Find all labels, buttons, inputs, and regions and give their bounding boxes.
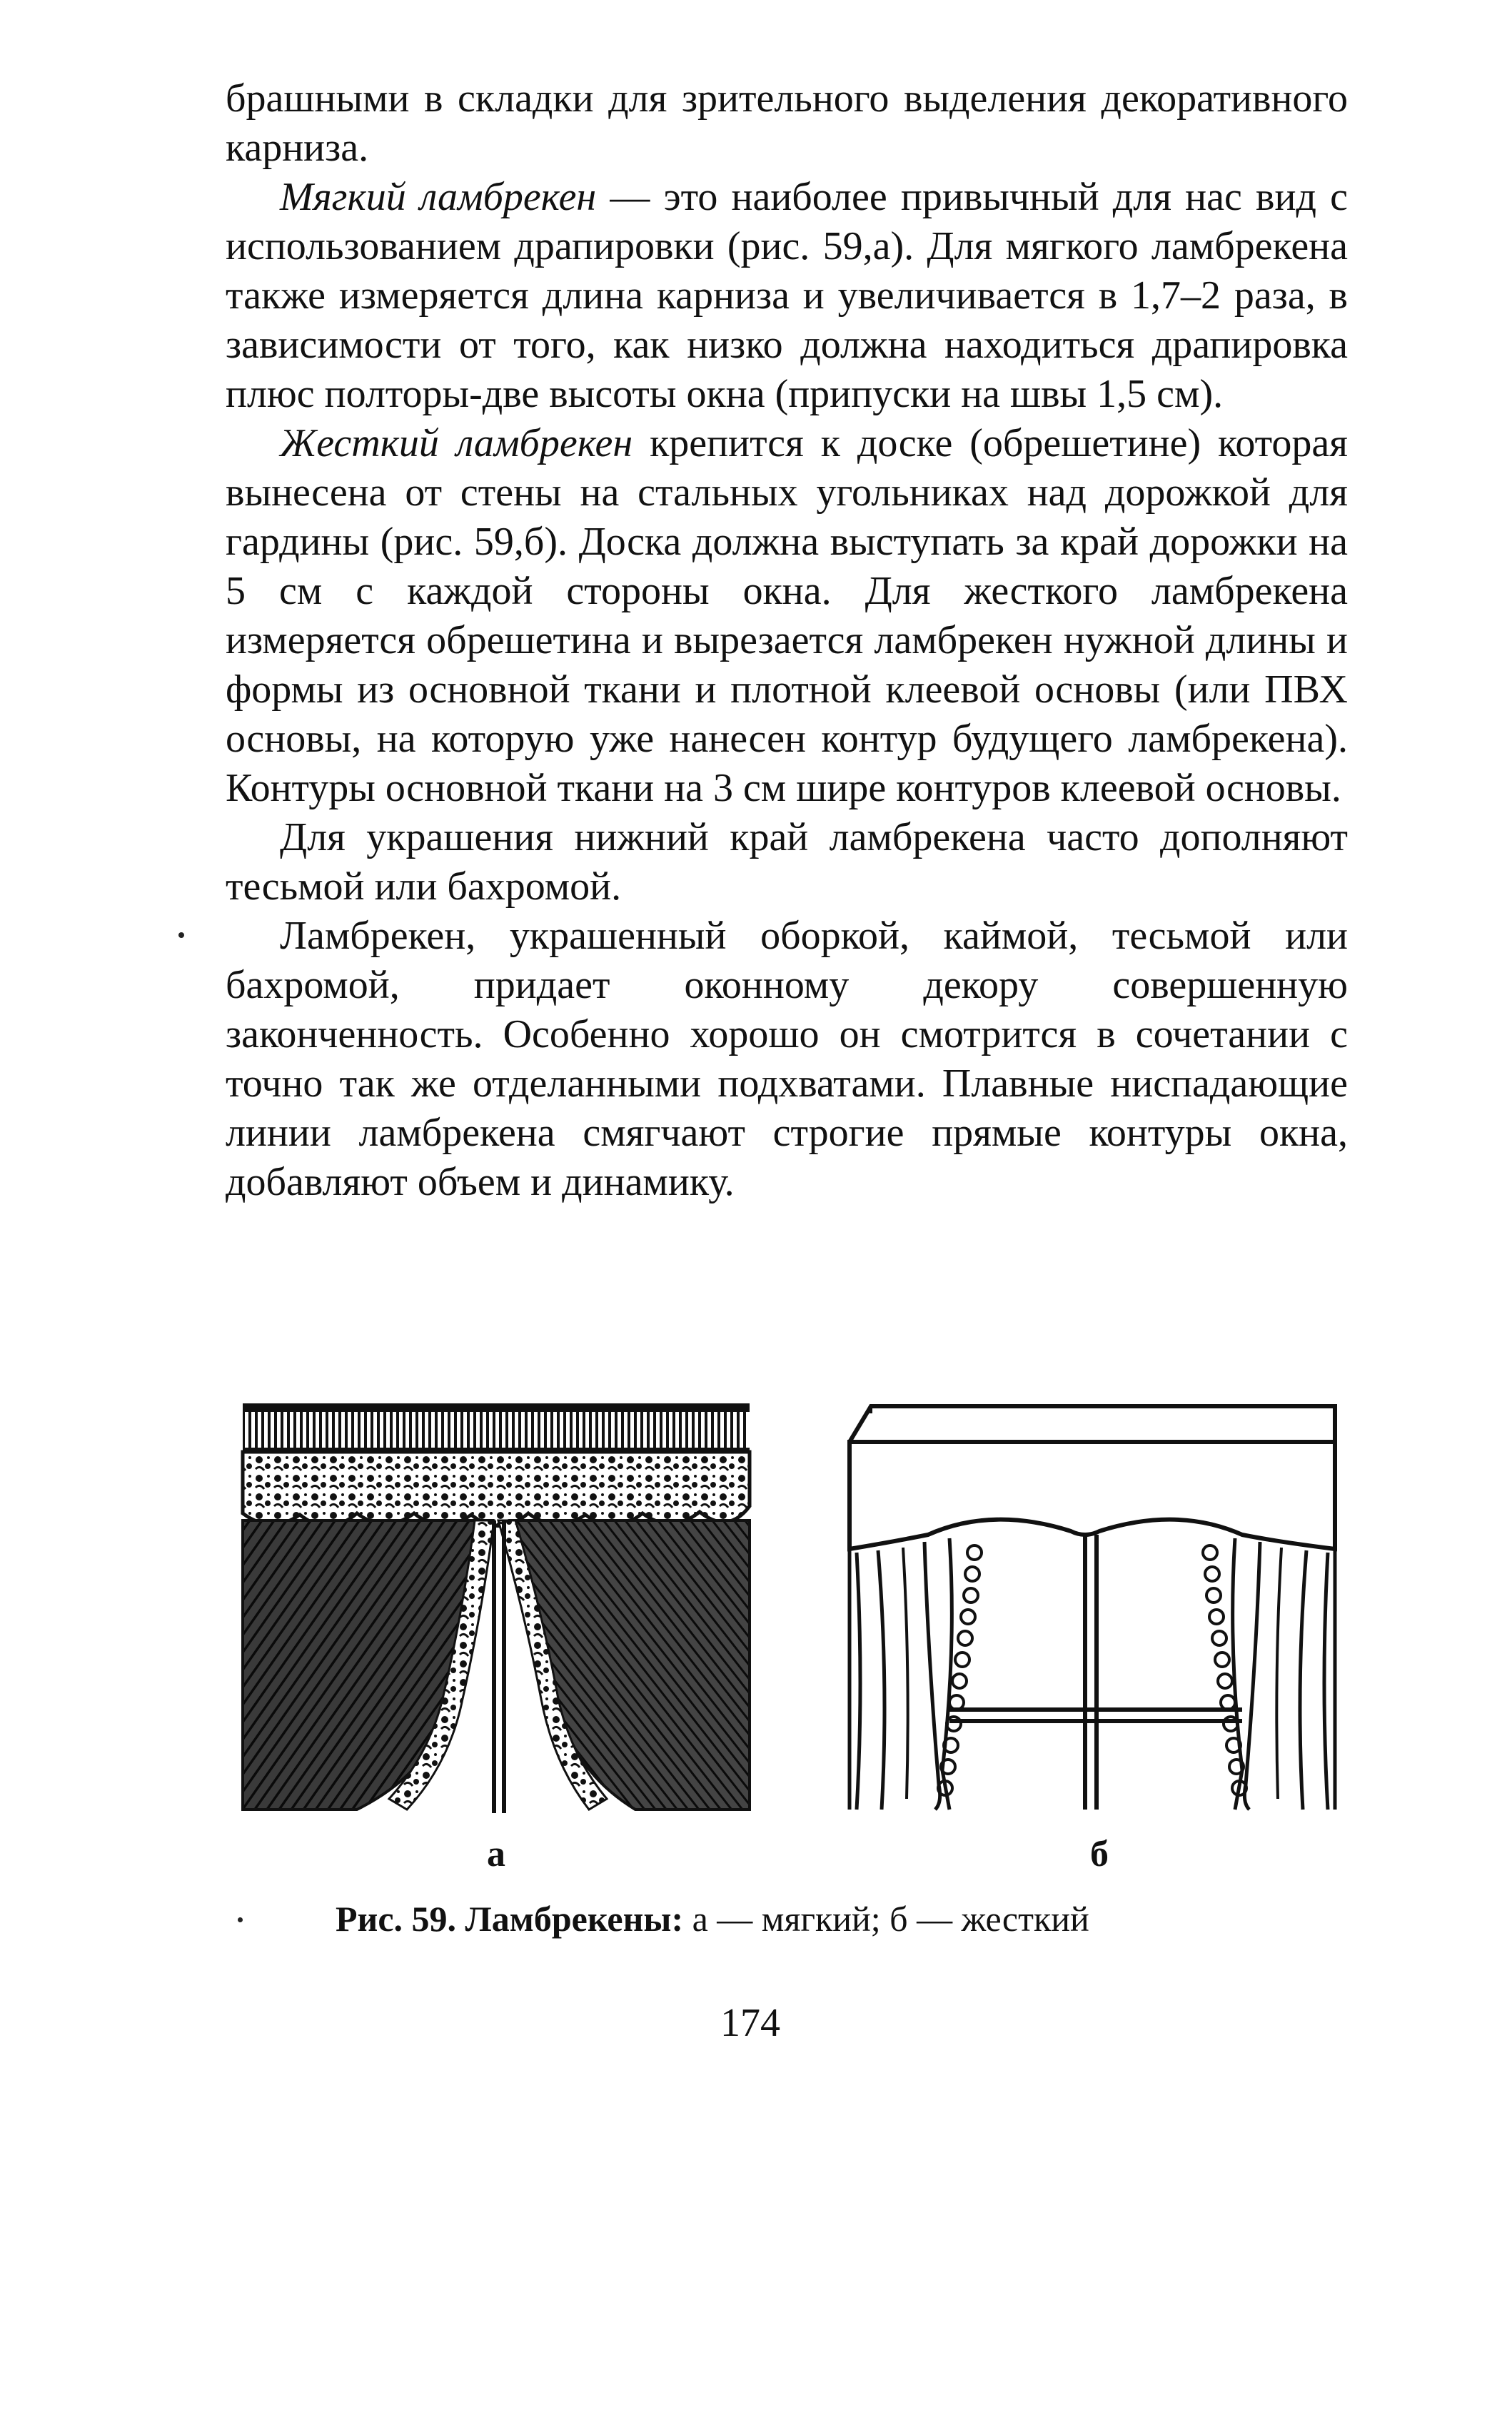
scan-speck bbox=[178, 932, 184, 938]
page-number: 174 bbox=[720, 2001, 780, 2045]
figure-label-a: а bbox=[487, 1834, 505, 1875]
scan-speck bbox=[238, 1917, 243, 1922]
figure-59 bbox=[214, 1399, 1342, 1875]
paragraph-1 bbox=[226, 74, 1348, 173]
figure-caption-text: а — мягкий; б — жесткий bbox=[683, 1899, 1089, 1939]
paragraph-3-term: Жесткий ламбрекен bbox=[280, 421, 633, 465]
paragraph-2 bbox=[226, 173, 1348, 419]
figure-caption-title: Рис. 59. Ламбрекены: bbox=[336, 1899, 684, 1939]
paragraph-4 bbox=[226, 813, 1348, 912]
paragraph-5-text: Ламбрекен, украшенный оборкой, каймой, тесьмой или бахромой, придает оконному декору совершенную законченность. Особенно хорошо он смотрится в сочетании с точно так же отделанными подхватами. Плавные ниспадающие линии ламбрекена смягчают строгие прямые контуры окна, добавляют объем и динамику. bbox=[226, 914, 1348, 1204]
paragraph-5 bbox=[226, 912, 1348, 1207]
paragraph-1-text: брашными в складки для зрительного выделения декоративного карниза. bbox=[226, 76, 1348, 170]
paragraph-3 bbox=[226, 419, 1348, 813]
paragraph-4-text: Для украшения нижний край ламбрекена часто дополняют тесьмой или бахромой. bbox=[226, 815, 1348, 909]
figure-label-b: б bbox=[1090, 1834, 1109, 1875]
soft-lambrequin-illustration bbox=[236, 1399, 757, 1820]
paragraph-3-text: крепится к доске (обрешетине) которая вынесена от стены на стальных угольниках над дорожкой для гардины (рис. 59,б). Доска должна выступать за край дорожки на 5 см с каждой стороны окна. Для жесткого ламбрекена измеряется обрешетина и вырезается ламбрекен нужной длины и формы из основной ткани и плотной клеевой основы (или ПВХ основы, на которую уже нанесен контур будущего ламбрекена). Контуры основной ткани на 3 см шире контуров клеевой основы. bbox=[226, 421, 1349, 810]
figure-caption bbox=[336, 1897, 1264, 1940]
paragraph-2-term: Мягкий ламбрекен bbox=[280, 175, 597, 219]
body-text bbox=[226, 74, 1348, 1207]
paragraph-2-text: — это наиболее привычный для нас вид с использованием драпировки (рис. 59,а). Для мягкого ламбрекена также измеряется длина карниза и увеличивается в 1,7–2 раза, в зависимости от того, как низко должна находиться драпировка плюс полторы-две высоты окна (припуски на швы 1,5 см). bbox=[226, 175, 1348, 416]
rigid-lambrequin-illustration bbox=[842, 1399, 1342, 1820]
